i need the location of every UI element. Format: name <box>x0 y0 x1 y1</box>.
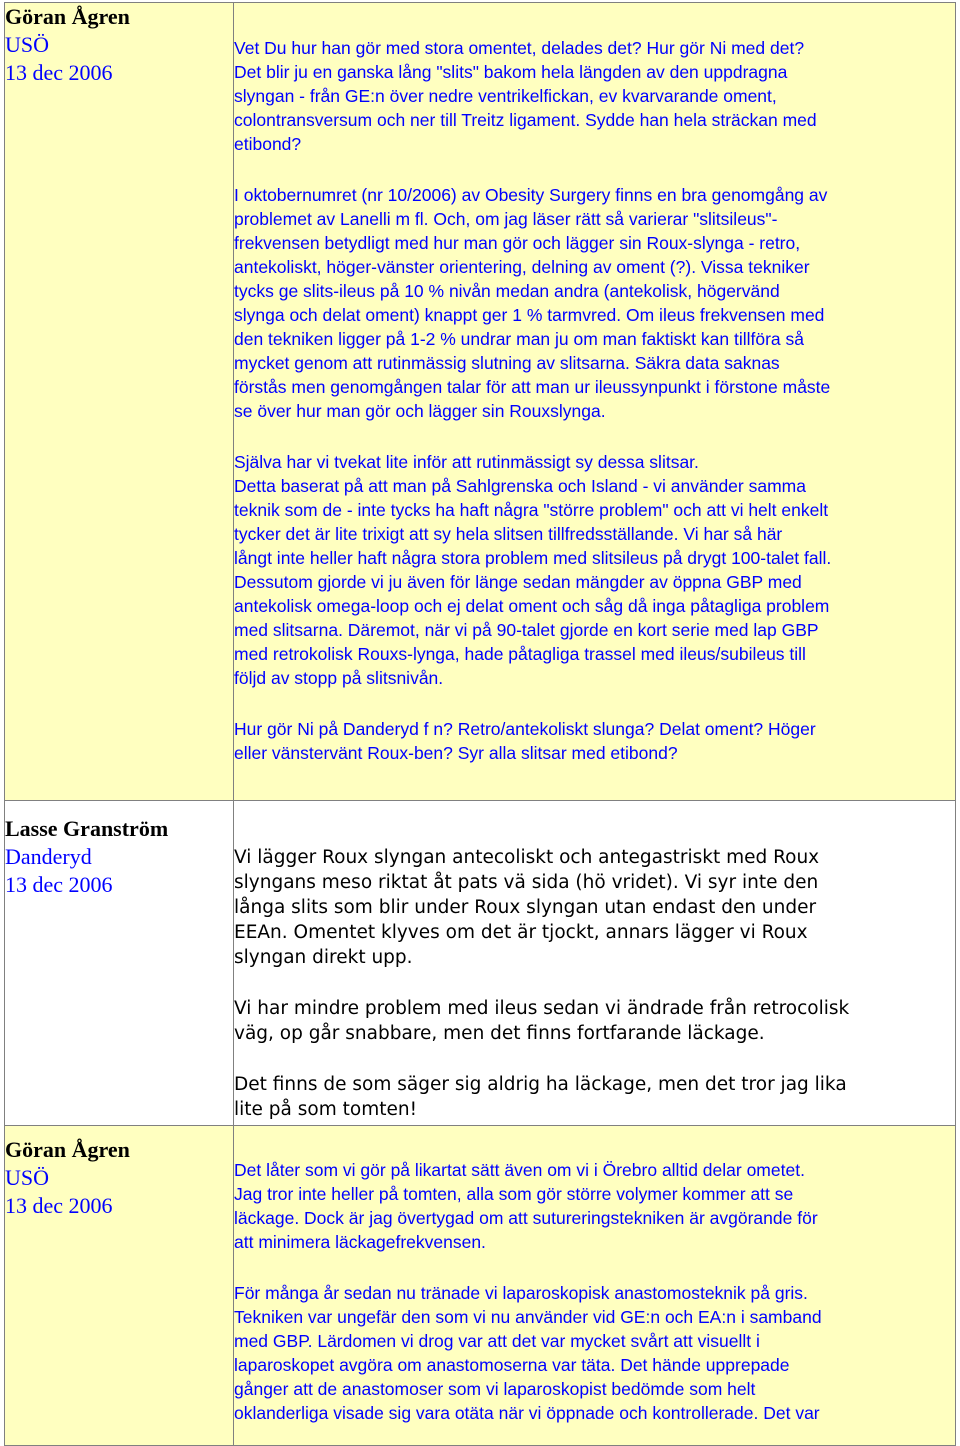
message-paragraph: Vi har mindre problem med ileus sedan vi ändrade från retrocolisk väg, op går snabbare, men det finns fortfarande läckage. <box>234 998 850 1044</box>
forum-thread-table <box>4 2 956 1446</box>
post-date: 13 dec 2006 <box>5 60 113 85</box>
author-location: USÖ <box>5 1165 50 1190</box>
message-paragraph: Själva har vi tvekat lite inför att rutinmässigt sy dessa slitsar. Detta baserat på att man på Sahlgrenska och Island - vi använder samma teknik som de - inte tycks ha haft några "större problem" och att vi helt enkelt tycker det är lite trixigt att sy hela slitsen tillfredsställande. Vi har så här långt inte heller haft några stora problem med slitsileus på drygt 100-talet fall. Dessutom gjorde vi ju även för länge sedan mängder av öppna GBP med antekolisk omega-loop och ej delat oment och såg då inga påtagliga problem med slitsarna. Däremot, när vi på 90-talet gjorde en kort serie med lap GBP med retrokolisk Rouxs-lynga, hade påtagliga trassel med ileus/subileus till följd av stopp på slitsnivån. <box>234 452 832 688</box>
message-paragraph: Det finns de som säger sig aldrig ha läckage, men det tror jag lika lite på som tomten! <box>234 1074 847 1120</box>
post-author-cell <box>5 3 234 801</box>
author-location: USÖ <box>5 32 50 57</box>
forum-post <box>5 1126 956 1446</box>
post-date: 13 dec 2006 <box>5 872 113 897</box>
message-paragraph: Vet Du hur han gör med stora omentet, delades det? Hur gör Ni med det? Det blir ju en ganska lång "slits" bakom hela längden av den uppdragna slyngan - från GE:n över nedre ventrikelfickan, ev kvarvarande oment, colontransversum och ner till Treitz ligament. Sydde han hela sträckan med etibond? <box>234 38 817 154</box>
author-name: Göran Ågren <box>5 4 130 29</box>
post-author-cell <box>5 1126 234 1446</box>
forum-post <box>5 801 956 1126</box>
post-message-cell <box>234 1126 956 1446</box>
author-name: Göran Ågren <box>5 1137 130 1162</box>
post-message-cell <box>234 801 956 1126</box>
post-date: 13 dec 2006 <box>5 1193 113 1218</box>
message-paragraph: Hur gör Ni på Danderyd f n? Retro/antekoliskt slunga? Delat oment? Höger eller vänstervänt Roux-ben? Syr alla slitsar med etibond? <box>234 719 816 763</box>
author-name: Lasse Granström <box>5 816 169 841</box>
message-paragraph: För många år sedan nu tränade vi laparoskopisk anastomosteknik på gris. Tekniken var ungefär den som vi nu använder vid GE:n och EA:n i samband med GBP. Lärdomen vi drog var att det var mycket svårt att visuellt i laparoskopet avgöra om anastomoserna var täta. Det hände upprepade gånger att de anastomoser som vi laparoskopist bedömde som helt oklanderliga visade sig vara otäta när vi öppnade och kontrollerade. Det var <box>234 1283 822 1423</box>
forum-post <box>5 3 956 801</box>
author-location: Danderyd <box>5 844 92 869</box>
message-paragraph: Det låter som vi gör på likartat sätt även om vi i Örebro alltid delar ometet. Jag tror inte heller på tomten, alla som gör större volymer kommer att se läckage. Dock är jag övertygad om att sutureringstekniken är avgörande för att minimera läckagefrekvensen. <box>234 1160 818 1252</box>
post-message-cell <box>234 3 956 801</box>
message-paragraph: Vi lägger Roux slyngan antecoliskt och antegastriskt med Roux slyngans meso riktat åt pats vä sida (hö vridet). Vi syr inte den långa slits som blir under Roux slyngan utan endast den under EEAn. Omentet klyves om det är tjockt, annars lägger vi Roux slyngan direkt upp. <box>234 847 820 968</box>
message-paragraph: I oktobernumret (nr 10/2006) av Obesity Surgery finns en bra genomgång av problemet av Lanelli m fl. Och, om jag läser rätt så varierar "slitsileus"- frekvensen betydligt med hur man gör och lägger sin Roux-slynga - retro, antekoliskt, höger-vänster orientering, delning av oment (?). Vissa tekniker tycks ge slits-ileus på 10 % nivån medan andra (antekolisk, högervänd slynga och delat oment) knappt ger 1 % tarmvred. Om ileus frekvensen med den tekniken ligger på 1-2 % undrar man ju om man faktiskt kan tillföra så mycket genom att rutinmässig slutning av slitsarna. Säkra data saknas förstås men genomgången talar för att man ur ileussynpunkt i förstone måste se över hur man gör och lägger sin Rouxslynga. <box>234 185 831 421</box>
post-author-cell <box>5 801 234 1126</box>
